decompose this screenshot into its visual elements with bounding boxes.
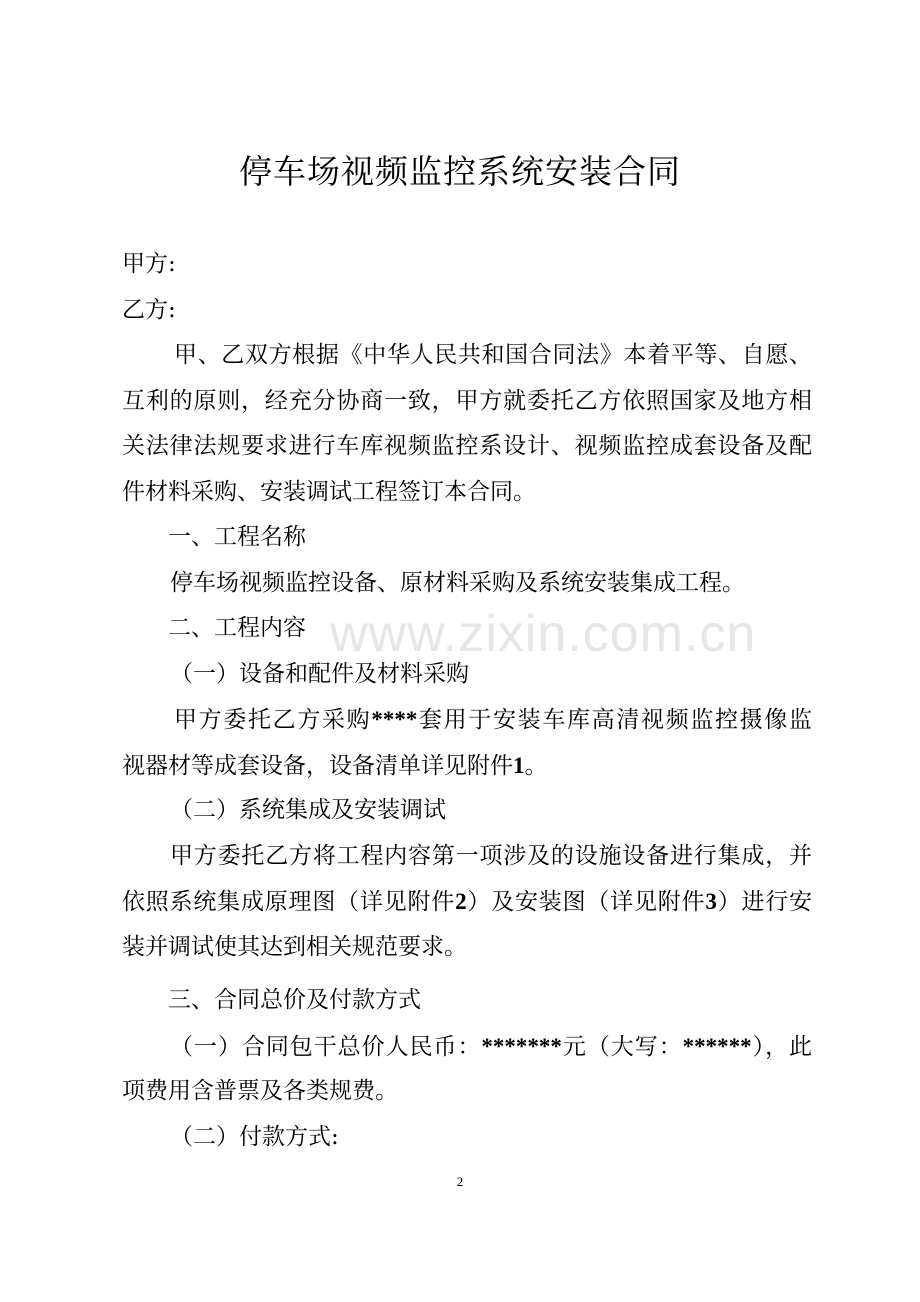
section-2-heading: 二、工程内容: [168, 615, 306, 641]
section-1-content: 停车场视频监控设备、原材料采购及系统安装集成工程。: [170, 569, 745, 596]
section-gap: [122, 970, 812, 978]
section-2-sub-1-line-2: 视器材等成套设备，设备清单详见附件1。: [122, 752, 548, 779]
section-3-heading: 三、合同总价及付款方式: [168, 987, 421, 1013]
page-number: 2: [456, 1174, 464, 1189]
party-b-label: 乙方:: [122, 296, 176, 323]
watermark: www.zixin.com.cn: [330, 605, 757, 663]
section-2-sub-2-heading: （二）系统集成及安装调试: [170, 797, 446, 823]
section-2-sub-2-line-3: 装并调试使其达到相关规范要求。: [122, 933, 467, 960]
intro-line-2: 互利的原则，经充分协商一致，甲方就委托乙方依照国家及地方相: [122, 387, 812, 414]
section-1-heading: 一、工程名称: [168, 524, 306, 550]
document-body: [122, 242, 812, 1160]
section-2-sub-2-line-1: 甲方委托乙方将工程内容第一项涉及的设施设备进行集成，并: [170, 842, 812, 869]
section-3-sub-2-heading: （二）付款方式:: [170, 1123, 339, 1150]
intro-line-1: 甲、乙双方根据《中华人民共和国合同法》本着平等、自愿、: [174, 342, 812, 368]
intro-line-3: 关法律法规要求进行车库视频监控系设计、视频监控成套设备及配: [122, 433, 812, 459]
section-2-sub-2-line-2: 依照系统集成原理图（详见附件2）及安装图（详见附件3）进行安: [122, 889, 813, 915]
section-2-sub-1-heading: （一）设备和配件及材料采购: [170, 660, 469, 687]
section-3-sub-1-line-2: 项费用含普票及各类规费。: [122, 1078, 398, 1104]
section-2-sub-1-line-1: 甲方委托乙方采购****套用于安装车库高清视频监控摄像监: [174, 707, 813, 733]
intro-line-4: 件材料采购、安装调试工程签订本合同。: [122, 478, 536, 505]
party-a-label: 甲方:: [122, 251, 176, 277]
document-title: 停车场视频监控系统安装合同: [239, 152, 681, 191]
section-3-sub-1-line-1: （一）合同包干总价人民币：*******元（大写：******），此: [170, 1033, 813, 1060]
